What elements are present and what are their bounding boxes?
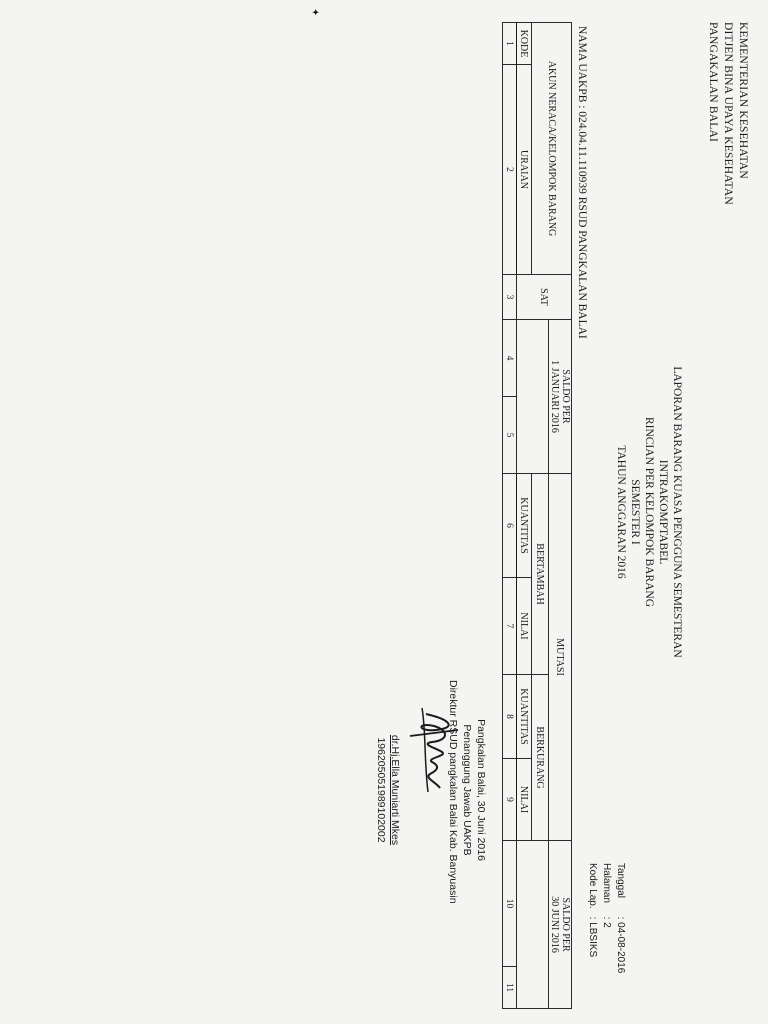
saldo-awal-date: 1 JANUARI 2016 <box>549 360 560 433</box>
tanggal-value: : 04-08-2016 <box>615 916 626 974</box>
col-number: 1 <box>503 23 517 65</box>
signer-nip: 196205051989102002 <box>375 737 387 843</box>
title-line-4: SEMESTER I <box>629 479 641 545</box>
kode-label: Kode Lap. <box>587 863 598 909</box>
akun-header: AKUN NERACA/KELOMPOK BARANG <box>532 23 572 275</box>
col-number: 2 <box>503 65 517 275</box>
saldo-akhir-spacer <box>517 841 549 1009</box>
col-number: 3 <box>503 275 517 320</box>
title-line-2: INTRAKOMPTABEL <box>657 459 669 565</box>
bertambah-nilai-header: NILAI <box>517 578 532 675</box>
col-number: 8 <box>503 675 517 759</box>
col-number: 11 <box>503 967 517 1009</box>
org-line-1: KEMENTERIAN KESEHATAN <box>737 22 749 179</box>
kode-value: : LBSIKS <box>587 916 598 958</box>
saldo-akhir-date: 30 JUNI 2016 <box>549 896 560 953</box>
col-number: 5 <box>503 397 517 474</box>
signer-name: dr.Hj.Ella Muniarti Mkes <box>389 734 401 846</box>
saldo-awal-label: SALDO PER <box>560 369 571 424</box>
mutasi-header: MUTASI <box>549 474 572 841</box>
sat-header: SAT <box>517 275 572 320</box>
berkurang-header: BERKURANG <box>532 675 549 841</box>
handwritten-signature <box>406 700 466 800</box>
signer-role-1: Penanggung Jawab UAKPB <box>461 724 473 856</box>
nama-uakpb: NAMA UAKPB : 024.04.11.110939 RSUD PANGKALAN BALAI <box>576 26 588 339</box>
col-number: 6 <box>503 474 517 578</box>
title-line-3: RINCIAN PER KELOMPOK BARANG <box>643 416 655 608</box>
halaman-value: : 2 <box>601 916 612 928</box>
kode-header: KODE <box>517 23 532 65</box>
col-number: 10 <box>503 841 517 967</box>
title-line-5: TAHUN ANGGARAN 2016 <box>615 445 627 579</box>
org-line-2: DITJEN BINA UPAYA KESEHATAN <box>722 22 734 205</box>
saldo-akhir-label: SALDO PER <box>560 897 571 952</box>
signer-role-2: Direktur RSUD pangkalan Balai Kab. Banyuasin <box>447 680 459 904</box>
col-number: 7 <box>503 578 517 675</box>
report-table <box>502 22 572 1009</box>
berkurang-nilai-header: NILAI <box>517 759 532 841</box>
uraian-header: URAIAN <box>517 65 532 275</box>
organization-header <box>705 22 750 205</box>
org-line-3: PANGAKALAN BALAI <box>707 22 719 143</box>
place-date: Pangkalan Balai, 30 Juni 2016 <box>475 719 487 861</box>
tanggal-label: Tanggal <box>615 863 626 899</box>
saldo-awal-header <box>549 320 572 474</box>
title-line-1: LAPORAN BARANG KUASA PENGGUNA SEMESTERAN <box>671 366 683 658</box>
report-meta <box>584 858 628 978</box>
col-number: 9 <box>503 759 517 841</box>
bertambah-kuantitas-header: KUANTITAS <box>517 474 532 578</box>
ink-speck-mark: ✦ <box>309 8 320 17</box>
saldo-akhir-header <box>549 841 572 1009</box>
saldo-awal-spacer <box>517 320 549 474</box>
bertambah-header: BERTAMBAH <box>532 474 549 675</box>
col-number: 4 <box>503 320 517 397</box>
halaman-label: Halaman <box>601 863 612 904</box>
berkurang-kuantitas-header: KUANTITAS <box>517 675 532 759</box>
